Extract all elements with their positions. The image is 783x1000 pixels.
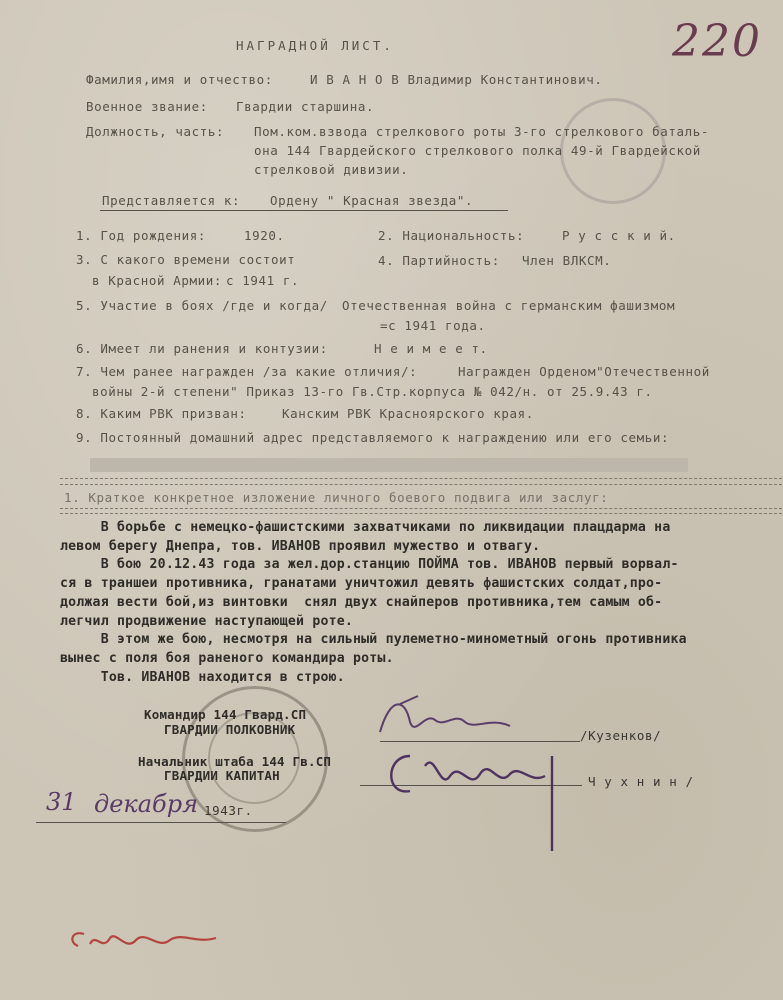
item-4-value: Член ВЛКСМ. (522, 253, 612, 268)
feat-line: ся в траншеи противника, гранатами уничтожил девять фашистских солдат,про- (60, 576, 663, 592)
date-underline (36, 822, 286, 823)
feat-line: В борьбе с немецко-фашистскими захватчиками по ликвидации плацдарма на (60, 520, 671, 535)
commander-title-b: ГВАРДИИ ПОЛКОВНИК (164, 722, 296, 737)
item-3-value: с 1941 г. (226, 273, 300, 288)
item-1-value: 1920. (244, 228, 285, 243)
position-line-2: она 144 Гвардейского стрелкового полка 49-й Гвардейской (254, 143, 701, 158)
item-2-label: 2. Национальность: (378, 228, 525, 243)
position-line-3: стрелковой дивизии. (254, 162, 409, 177)
feat-line: левом берегу Днепра, тов. ИВАНОВ проявил мужество и отвагу. (60, 538, 541, 554)
presented-value: Ордену " Красная звезда". (270, 193, 474, 208)
separator-top-1 (60, 478, 782, 479)
item-2-value: Р у с с к и й. (562, 228, 676, 243)
red-pencil-mark (66, 922, 276, 962)
chief-signature (380, 736, 580, 856)
item-5-value-b: =с 1941 года. (380, 318, 486, 333)
item-7-label: 7. Чем ранее награжден /за какие отличия/: (76, 364, 418, 379)
feat-line: должая вести бой,из винтовки снял двух снайперов противника,тем самым об- (60, 594, 663, 610)
rank-value: Гвардии старшина. (236, 99, 375, 114)
item-8-label: 8. Каким РВК призван: (76, 406, 247, 421)
chief-title-b: ГВАРДИИ КАПИТАН (164, 768, 280, 783)
commander-title-a: Командир 144 Гвард.СП (144, 707, 307, 722)
item-3-label-a: 3. С какого времени состоит (76, 252, 296, 267)
item-9-label: 9. Постоянный домашний адрес представляемого к награждению или его семьи: (76, 430, 670, 445)
item-6-label: 6. Имеет ли ранения и контузии: (76, 341, 328, 356)
feat-line: легчил продвижение наступающей роте. (60, 613, 354, 629)
commander-name: /Кузенков/ (580, 728, 662, 743)
item-7-value-a: Награжден Орденом"Отечественной (458, 364, 710, 379)
feat-line: вынес с поля боя раненого командира роты. (60, 650, 394, 666)
item-5-value-a: Отечественная война с германским фашизмом (342, 298, 676, 313)
item-6-value: Н е и м е е т. (374, 341, 488, 356)
item-7-value-b: войны 2-й степени" Приказ 13-го Гв.Стр.корпуса № 042/н. от 25.9.43 г. (92, 384, 653, 399)
rank-label: Военное звание: (86, 99, 208, 114)
position-label: Должность, часть: (86, 124, 225, 139)
name-label: Фамилия,имя и отчество: (86, 72, 273, 87)
item-4-label: 4. Партийность: (378, 253, 500, 268)
page-title: НАГРАДНОЙ ЛИСТ. (236, 38, 394, 53)
feat-line: Тов. ИВАНОВ находится в строю. (60, 669, 345, 685)
commander-signature (370, 692, 530, 742)
chief-title-a: Начальник штаба 144 Гв.СП (138, 754, 332, 769)
feat-heading: 1. Краткое конкретное изложение личного боевого подвига или заслуг: (64, 490, 609, 505)
item-1-label: 1. Год рождения: (76, 228, 207, 243)
name-value: И В А Н О В Владимир Константинович. (310, 72, 603, 87)
item-8-value: Канским РВК Красноярского края. (282, 406, 534, 421)
separator-mid-1 (60, 508, 782, 509)
feat-line: В бою 20.12.43 года за жел.дор.станцию ПОЙМА тов. ИВАНОВ первый ворвал- (60, 557, 679, 573)
feat-line: В этом же бою, несмотря на сильный пулеметно-минометный огонь противника (60, 632, 687, 648)
sheet-number: 220 (672, 16, 762, 67)
redacted-address (90, 458, 688, 472)
separator-mid-2 (60, 513, 782, 514)
item-5-label: 5. Участие в боях /где и когда/ (76, 298, 328, 313)
date-month: декабря (94, 790, 198, 818)
presented-underline (100, 210, 508, 211)
position-line-1: Пом.ком.взвода стрелкового роты 3-го стрелкового баталь- (254, 124, 710, 139)
date-year: 1943г. (204, 803, 253, 818)
chief-name: Ч у х н и н / (588, 774, 694, 789)
item-3-label-b: в Красной Армии: (92, 273, 223, 288)
separator-top-2 (60, 484, 782, 485)
date-day: 31 (46, 788, 77, 816)
presented-label: Представляется к: (102, 193, 241, 208)
